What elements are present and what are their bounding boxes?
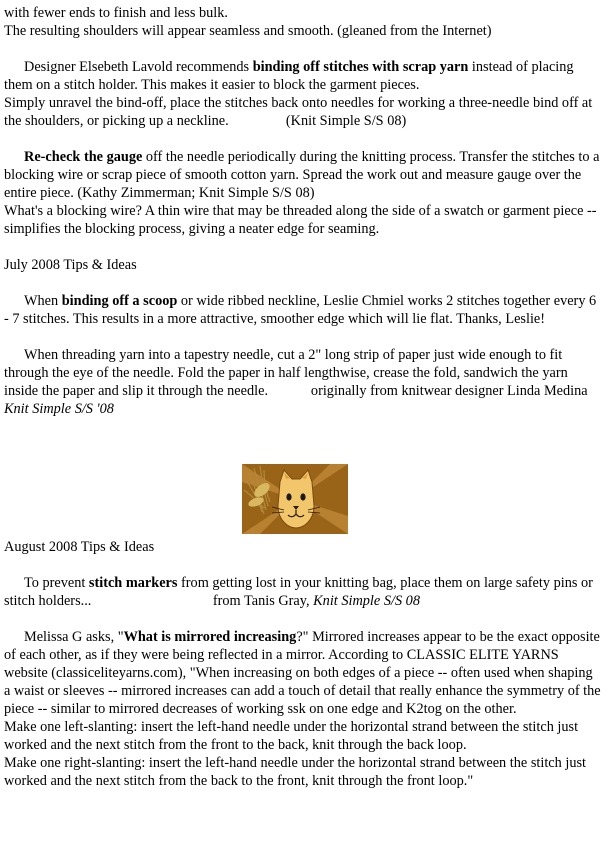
tip-keyword: What is mirrored increasing [123,629,297,645]
tip-source-title: Knit Simple S/S 08 [313,593,420,609]
tip-source-title: Knit Simple S/S '08 [4,401,114,417]
tip-stitch-markers [4,574,602,610]
tip-recheck-gauge [4,148,602,202]
tip-text: ?" Mirrored increases appear to be the exact opposite of each other, as if they were being reflected in a mirror. According to CLASSIC ELITE YARNS website (classiceliteyarns.com), "When increasing on both edges of a piece -- often used when shaping a waist or sleeves -- mirrored increases can add a touch of detail that really enhance the symmetry of the piece -- similar to mirrored decreases of working ssk on one edge and K2tog on the other. [4,629,601,717]
tip-text: When [24,293,62,309]
tip-keyword: binding off a scoop [61,293,178,309]
tip-text: When threading yarn into a tapestry needle, cut a 2" long strip of paper just wide enough to fit through the eye of the needle. Fold the paper in half lengthwise, crease the fold, sandwich the yarn inside the paper and slip it through the needle. [4,347,568,399]
tip-source: from Tanis Gray, [212,593,314,609]
tip-text: Simply unravel the bind-off, place the stitches back onto needles for working a three-needle bind off at the shoulders, or picking up a neckline. [4,95,593,129]
tip-keyword: binding off stitches with scrap yarn [252,59,469,75]
tip-bind-off-scrap-yarn-detail [4,94,602,130]
tip-text: off the needle periodically during the knitting process. Transfer the stitches to a blocking wire or scrap piece of smooth cotton yarn. Spread the work out and measure gauge over the entire piece. (Kathy Zimmerman; Knit Simple S/S 08) [4,149,600,201]
tip-source: originally from knitwear designer Linda Medina [310,383,588,399]
tip-text: instead of placing them on a stitch holder. This makes it easier to block the garment pieces. [4,59,574,93]
tip-make-one-left: Make one left-slanting: insert the left-hand needle under the horizontal strand between the stitch just worked and the next stitch from the front to the back, knit through the back loop. [4,719,579,753]
intro-line-2: The resulting shoulders will appear seamless and smooth. (gleaned from the Internet) [4,23,492,39]
tip-text: Designer Elsebeth Lavold recommends [24,59,253,75]
lion-image-row [4,462,602,536]
july-heading: July 2008 Tips & Ideas [4,257,137,273]
tip-tapestry-needle [4,346,602,418]
tip-binding-off-scoop [4,292,602,328]
document-page [4,4,602,790]
tip-mirrored-increasing [4,628,602,718]
tip-text: Melissa G asks, " [24,629,124,645]
tip-keyword: Re-check the gauge [24,149,143,165]
tip-text: To prevent [24,575,89,591]
lion-face-icon [240,462,350,536]
intro-line-1: with fewer ends to finish and less bulk. [4,5,228,21]
tip-text: or wide ribbed neckline, Leslie Chmiel works 2 stitches together every 6 - 7 stitches. This results in a more attractive, smoother edge which will lie flat. Thanks, Leslie! [4,293,597,327]
tip-source: (Knit Simple S/S 08) [285,113,407,129]
august-heading: August 2008 Tips & Ideas [4,539,155,555]
tip-blocking-wire: What's a blocking wire? A thin wire that may be threaded along the side of a swatch or garment piece -- simplifies the blocking process, giving a neater edge for seaming. [4,203,597,237]
tip-bind-off-scrap-yarn [4,58,602,94]
tip-make-one-right: Make one right-slanting: insert the left-hand needle under the horizontal strand between the stitch just worked and the next stitch from the back to the front, knit through the front loop." [4,755,587,789]
tip-text: from getting lost in your knitting bag, place them on large safety pins or stitch holders... [4,575,593,609]
tip-keyword: stitch markers [88,575,178,591]
